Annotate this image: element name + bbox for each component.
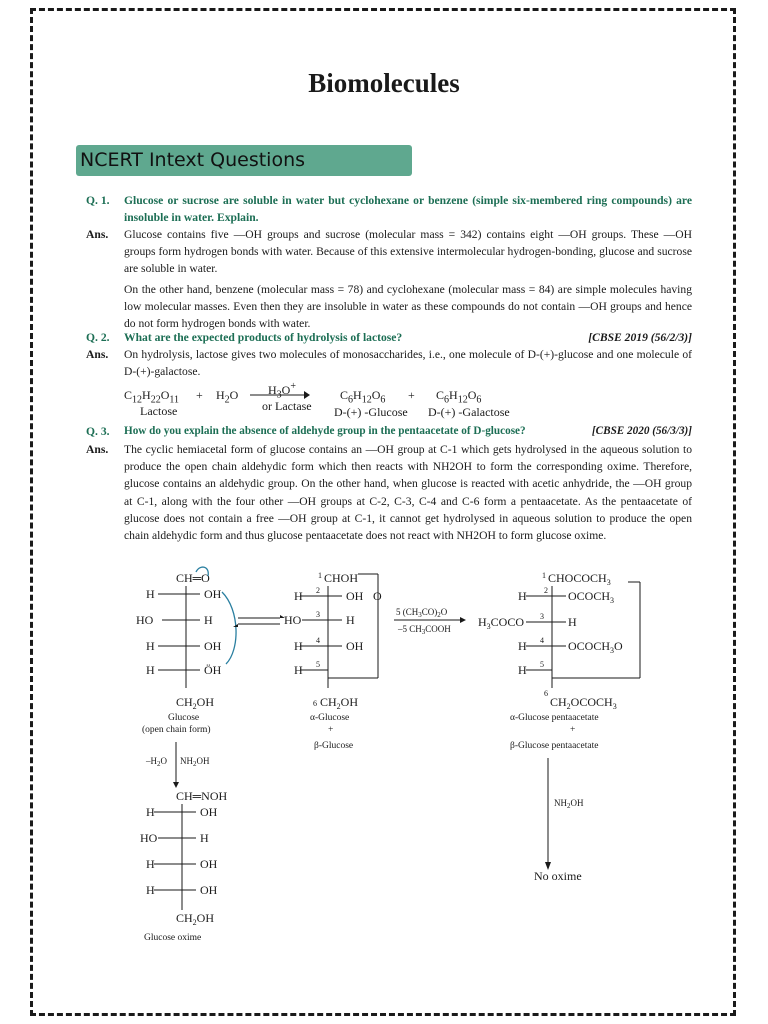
- substituent-left: H: [518, 663, 527, 677]
- substituent-right: OH: [200, 857, 218, 871]
- carbon-number: 5: [540, 660, 544, 669]
- carbon-number: 2: [544, 586, 548, 595]
- carbon-number: 3: [316, 610, 320, 619]
- carbon-number: 4: [316, 636, 320, 645]
- substituent-left: H: [294, 639, 303, 653]
- glucose-structure-diagram: [0, 560, 768, 960]
- question-text: Glucose or sucrose are soluble in water but cyclohexane or benzene (simple six-membered ring compounds) are insoluble in water. Explain.: [124, 194, 692, 225]
- acetate-group: $CHOCOCH_3$: [548, 571, 611, 587]
- substituent-right: $OCOCH_3$: [568, 589, 615, 605]
- answer-label: Ans.: [86, 443, 109, 456]
- terminal-group: $CH_2OH$: [176, 911, 215, 927]
- substituent-left: HO: [136, 613, 154, 627]
- byproduct-label: –5 $CH_3COOH$: [398, 624, 451, 636]
- enzyme-label: or Lactase: [262, 399, 312, 413]
- water-formula: $H_2O$: [216, 388, 239, 406]
- question-label: Q. 1.: [86, 194, 110, 207]
- substituent-left: H: [146, 857, 155, 871]
- answer-paragraph: On hydrolysis, lactose gives two molecules of monosaccharides, i.e., one molecule of D-(+)-glucose and one molecule of D-(+)-galactose.: [124, 348, 692, 379]
- substituent-left: H: [146, 805, 155, 819]
- anomer-name: α-Glucose: [310, 713, 350, 723]
- glucose-pentaacetate: [478, 571, 640, 751]
- question-label: Q. 3.: [86, 425, 110, 438]
- anomer-name: α-Glucose pentaacetate: [510, 713, 599, 723]
- anomer-name: β-Glucose pentaacetate: [510, 741, 599, 751]
- substituent-left: H: [518, 639, 527, 653]
- mechanism-arrow: [222, 592, 236, 664]
- structure-name: Glucose: [168, 713, 200, 723]
- question-2: [86, 329, 692, 346]
- plus-sign: +: [196, 388, 203, 402]
- substituent-right: H: [200, 831, 209, 845]
- substituent-left: H: [146, 587, 155, 601]
- ring-oxygen: O: [373, 589, 382, 603]
- question-text: How do you explain the absence of aldehyde group in the pentaacetate of D-glucose?: [124, 425, 526, 437]
- answer-paragraph: Glucose contains five —OH groups and sucrose (molecular mass = 342) contains eight —OH groups. These —OH groups form hydrogen bonds with water. Because of this extensive intermolecular hydrogen-bonding, glucose and sucrose are soluble in water.: [124, 228, 692, 276]
- reagent-label: $NH_2OH$: [554, 798, 584, 810]
- substituent-left: H: [294, 589, 303, 603]
- substituent-left: H: [146, 639, 155, 653]
- reactant-formula: $C_{12}H_{22}O_{11}$: [124, 388, 179, 406]
- plus-sign: +: [328, 725, 334, 735]
- substituent-right: $OCOCH_3O$: [568, 639, 623, 655]
- catalyst-label: $H_3O^+$: [268, 381, 296, 401]
- product-name: D-(+) -Glucose: [334, 405, 408, 419]
- substituent-right: H: [568, 615, 577, 629]
- answer-paragraph: The cyclic hemiacetal form of glucose contains an —OH group at C-1 which gets hydrolysed in the aqueous solution to produce the open chain aldehydic form which then reacts with NH2OH to form the corresponding oxime. Therefore, glucose contains an aldehydic group. On the other hand, when glucose is reacted with acetic anhydride, the —OH group at C-1, along with the four other —OH groups at C-2, C-3, C-4 and C-6 form a pentaacetate. As the pentaacetate of glucose does not contain a free —OH group at C-1, it cannot get hydrolysed in aqueous solution to produce the open chain aldehydic form and thus glucose pentaacetate does not react with NH2OH to form glucose oxime.: [124, 443, 692, 543]
- carbon-number: 3: [540, 612, 544, 621]
- glucose-oxime: [140, 789, 228, 943]
- reagent-label: $-H_2O$: [146, 756, 167, 768]
- acetylation-arrow: [394, 607, 466, 636]
- answer-3: [86, 441, 692, 544]
- answer-1: [86, 226, 692, 332]
- open-chain-glucose: [136, 567, 236, 735]
- product-name: D-(+) -Galactose: [428, 405, 510, 419]
- question-1: [86, 192, 692, 226]
- structure-name: Glucose oxime: [144, 933, 202, 943]
- page-title: Biomolecules: [308, 68, 460, 98]
- substituent-right: ÖH: [204, 663, 222, 677]
- reagent-label: 5 $(CH_3CO)_2O$: [396, 607, 448, 619]
- substituent-right: OH: [200, 883, 218, 897]
- terminal-group: $CH_2OH$: [320, 695, 359, 711]
- product-formula: $C_6H_{12}O_6$: [340, 388, 386, 406]
- carbon-number: 5: [316, 660, 320, 669]
- substituent-left: HO: [284, 613, 302, 627]
- substituent-left: $H_3COCO$: [478, 615, 525, 631]
- question-3: [86, 423, 692, 440]
- answer-label: Ans.: [86, 348, 109, 361]
- substituent-left: H: [294, 663, 303, 677]
- substituent-right: OH: [346, 639, 364, 653]
- substituent-right: OH: [204, 639, 222, 653]
- carbon-number: 6: [313, 699, 317, 708]
- equilibrium-arrow: [233, 615, 285, 627]
- carbon-number: 1: [542, 571, 546, 580]
- carbon-number: 4: [540, 636, 544, 645]
- substituent-left: HO: [140, 831, 158, 845]
- result-label: No oxime: [534, 869, 582, 883]
- substituent-left: H: [146, 663, 155, 677]
- question-label: Q. 2.: [86, 331, 110, 344]
- terminal-group: $CH_2OH$: [176, 695, 215, 711]
- answer-paragraph: On the other hand, benzene (molecular mass = 78) and cyclohexane (molecular mass = 84) are simple molecules having low molecular masses. Even then they are insoluble in water as these compounds do not contain —OH groups and hence do not form hydrogen bonds with water.: [124, 282, 692, 331]
- hemiacetal-group: CHOH: [324, 571, 359, 585]
- answer-label: Ans.: [86, 228, 109, 241]
- question-reference: [CBSE 2019 (56/2/3)]: [588, 331, 692, 344]
- oxime-formation-arrow: [145, 742, 210, 788]
- cyclic-glucose: [284, 571, 382, 751]
- substituent-right: OH: [346, 589, 364, 603]
- substituent-right: OH: [200, 805, 218, 819]
- substituent-right: H: [346, 613, 355, 627]
- substituent-right: H: [204, 613, 213, 627]
- product-formula: $C_6H_{12}O_6$: [436, 388, 482, 406]
- plus-sign: +: [408, 388, 415, 402]
- substituent-left: H: [146, 883, 155, 897]
- reagent-label: $NH_2OH$: [180, 756, 210, 768]
- section-banner: NCERT Intext Questions: [76, 145, 412, 176]
- reactant-name: Lactose: [140, 404, 178, 418]
- no-reaction-arrow: [534, 758, 584, 883]
- question-text: What are the expected products of hydrolysis of lactose?: [124, 331, 403, 344]
- carbon-number: 1: [318, 571, 322, 580]
- carbon-number: 6: [544, 689, 548, 698]
- plus-sign: +: [570, 725, 576, 735]
- substituent-left: H: [518, 589, 527, 603]
- oxime-group: CH═NOH: [176, 789, 228, 803]
- aldehyde-group: CH═O: [176, 571, 210, 585]
- substituent-right: OH: [204, 587, 222, 601]
- answer-2: [86, 346, 692, 380]
- carbon-number: 2: [316, 586, 320, 595]
- terminal-group: $CH_2OCOCH_3$: [550, 695, 617, 711]
- structure-name: (open chain form): [142, 725, 211, 735]
- anomer-name: β-Glucose: [314, 741, 354, 751]
- question-reference: [CBSE 2020 (56/3/3)]: [591, 425, 692, 437]
